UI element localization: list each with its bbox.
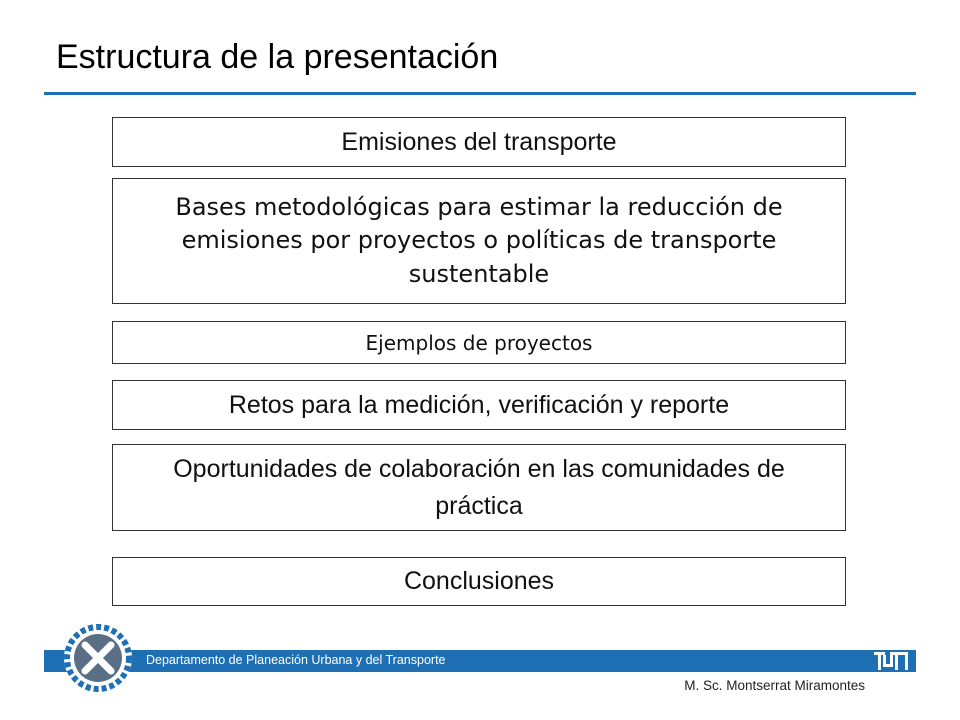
- agenda-item-retos: Retos para la medición, verificación y reporte: [112, 380, 846, 430]
- tum-logo-icon: [874, 652, 910, 670]
- slide-title: Estructura de la presentación: [56, 38, 499, 76]
- title-divider: [44, 92, 916, 95]
- university-logo-icon: [62, 622, 134, 694]
- department-name: Departamento de Planeación Urbana y del Transporte: [146, 653, 446, 667]
- agenda-item-ejemplos: Ejemplos de proyectos: [112, 321, 846, 364]
- agenda-item-conclusiones: Conclusiones: [112, 557, 846, 606]
- agenda-item-emisiones: Emisiones del transporte: [112, 117, 846, 167]
- author-name: M. Sc. Montserrat Miramontes: [684, 678, 865, 693]
- agenda-item-oportunidades: Oportunidades de colaboración en las comunidades de práctica: [112, 444, 846, 531]
- agenda-item-bases-metodologicas: Bases metodológicas para estimar la reducción de emisiones por proyectos o políticas de transporte sustentable: [112, 178, 846, 304]
